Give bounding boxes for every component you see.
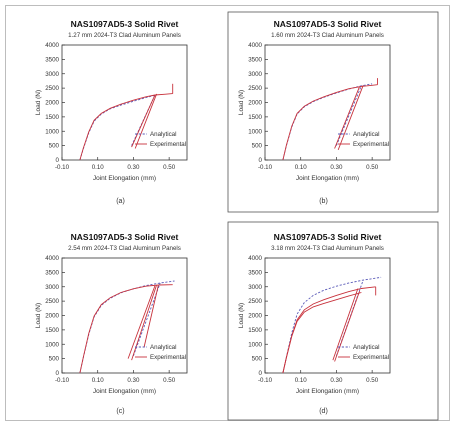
series-line-experimental-1 bbox=[335, 86, 360, 148]
y-axis-label: Load (N) bbox=[35, 89, 42, 116]
chart-panel-a bbox=[35, 19, 187, 205]
y-axis-label: Load (N) bbox=[35, 302, 42, 329]
chart-panel-c bbox=[35, 232, 187, 415]
x-tick-label: 0.10 bbox=[91, 164, 104, 171]
chart-title: NAS1097AD5-3 Solid Rivet bbox=[273, 19, 382, 29]
x-tick-label: 0.30 bbox=[330, 164, 343, 171]
x-axis-label: Joint Elongation (mm) bbox=[92, 388, 157, 395]
y-tick-label: 2000 bbox=[248, 99, 262, 107]
x-axis-label: Joint Elongation (mm) bbox=[92, 175, 157, 182]
series-line-experimental-1 bbox=[132, 95, 155, 147]
x-tick-label: 0.10 bbox=[91, 377, 104, 384]
chart-title: NAS1097AD5-3 Solid Rivet bbox=[70, 232, 179, 242]
x-tick-label: -0.10 bbox=[257, 164, 273, 171]
legend-label-experimental: Experimental bbox=[150, 354, 187, 362]
y-tick-label: 0 bbox=[55, 370, 59, 377]
y-tick-label: 3500 bbox=[248, 269, 262, 277]
x-tick-label: 0.50 bbox=[366, 164, 379, 171]
chart-panel-b bbox=[228, 12, 438, 212]
y-tick-label: 0 bbox=[55, 157, 59, 164]
x-tick-label: 0.30 bbox=[127, 164, 140, 171]
y-tick-label: 0 bbox=[258, 157, 262, 164]
y-tick-label: 2500 bbox=[45, 298, 59, 306]
chart-subtitle: 1.60 mm 2024-T3 Clad Aluminum Panels bbox=[271, 32, 384, 39]
y-tick-label: 1000 bbox=[45, 341, 59, 349]
y-tick-label: 1500 bbox=[248, 113, 262, 121]
y-tick-label: 2500 bbox=[248, 298, 262, 306]
y-tick-label: 3000 bbox=[45, 283, 59, 291]
panel-label: (a) bbox=[116, 198, 125, 205]
y-tick-label: 0 bbox=[258, 370, 262, 377]
y-tick-label: 3500 bbox=[45, 56, 59, 64]
y-tick-label: 1500 bbox=[45, 113, 59, 121]
x-tick-label: -0.10 bbox=[54, 377, 70, 384]
y-tick-label: 500 bbox=[251, 142, 262, 150]
y-tick-label: 4000 bbox=[248, 255, 262, 262]
legend-label-experimental: Experimental bbox=[353, 354, 390, 362]
panel-label: (c) bbox=[116, 408, 125, 415]
y-tick-label: 500 bbox=[48, 355, 59, 363]
chart-title: NAS1097AD5-3 Solid Rivet bbox=[70, 19, 179, 29]
x-tick-label: 0.50 bbox=[366, 377, 379, 384]
y-tick-label: 1000 bbox=[45, 128, 59, 136]
x-axis-label: Joint Elongation (mm) bbox=[295, 175, 360, 182]
x-tick-label: 0.30 bbox=[330, 377, 343, 384]
y-tick-label: 3000 bbox=[248, 70, 262, 78]
y-tick-label: 3500 bbox=[45, 269, 59, 277]
chart-subtitle: 2.54 mm 2024-T3 Clad Aluminum Panels bbox=[68, 245, 181, 252]
y-tick-label: 1500 bbox=[45, 326, 59, 334]
y-tick-label: 3500 bbox=[248, 56, 262, 64]
y-tick-label: 1500 bbox=[248, 326, 262, 334]
x-tick-label: -0.10 bbox=[54, 164, 70, 171]
y-tick-label: 4000 bbox=[248, 42, 262, 49]
legend-label-analytical: Analytical bbox=[353, 131, 380, 139]
x-tick-label: 0.10 bbox=[294, 377, 307, 384]
y-axis-label: Load (N) bbox=[238, 89, 245, 116]
y-tick-label: 2500 bbox=[45, 85, 59, 93]
panel-label: (b) bbox=[319, 198, 328, 205]
x-tick-label: 0.30 bbox=[127, 377, 140, 384]
y-tick-label: 2500 bbox=[248, 85, 262, 93]
y-tick-label: 500 bbox=[251, 355, 262, 363]
y-tick-label: 4000 bbox=[45, 255, 59, 262]
legend-label-experimental: Experimental bbox=[150, 141, 187, 149]
y-tick-label: 1000 bbox=[248, 128, 262, 136]
legend-label-analytical: Analytical bbox=[150, 344, 177, 352]
x-axis-label: Joint Elongation (mm) bbox=[295, 388, 360, 395]
series-line-experimental-0 bbox=[80, 94, 173, 160]
y-tick-label: 4000 bbox=[45, 42, 59, 49]
x-tick-label: -0.10 bbox=[257, 377, 273, 384]
x-tick-label: 0.10 bbox=[294, 164, 307, 171]
chart-panel-d bbox=[228, 222, 438, 420]
x-tick-label: 0.50 bbox=[163, 164, 176, 171]
chart-subtitle: 1.27 mm 2024-T3 Clad Aluminum Panels bbox=[68, 32, 181, 39]
y-tick-label: 2000 bbox=[45, 99, 59, 107]
y-tick-label: 500 bbox=[48, 142, 59, 150]
series-line-experimental-1 bbox=[283, 293, 362, 374]
chart-title: NAS1097AD5-3 Solid Rivet bbox=[273, 232, 382, 242]
series-line-experimental-0 bbox=[283, 85, 378, 160]
legend-label-analytical: Analytical bbox=[150, 131, 177, 139]
chart-subtitle: 3.18 mm 2024-T3 Clad Aluminum Panels bbox=[271, 245, 384, 252]
y-tick-label: 3000 bbox=[248, 283, 262, 291]
y-tick-label: 2000 bbox=[45, 312, 59, 320]
y-tick-label: 3000 bbox=[45, 70, 59, 78]
panel-label: (d) bbox=[319, 408, 328, 415]
x-tick-label: 0.50 bbox=[163, 377, 176, 384]
legend-label-analytical: Analytical bbox=[353, 344, 380, 352]
legend-label-experimental: Experimental bbox=[353, 141, 390, 149]
y-tick-label: 1000 bbox=[248, 341, 262, 349]
y-tick-label: 2000 bbox=[248, 312, 262, 320]
y-axis-label: Load (N) bbox=[238, 302, 245, 329]
